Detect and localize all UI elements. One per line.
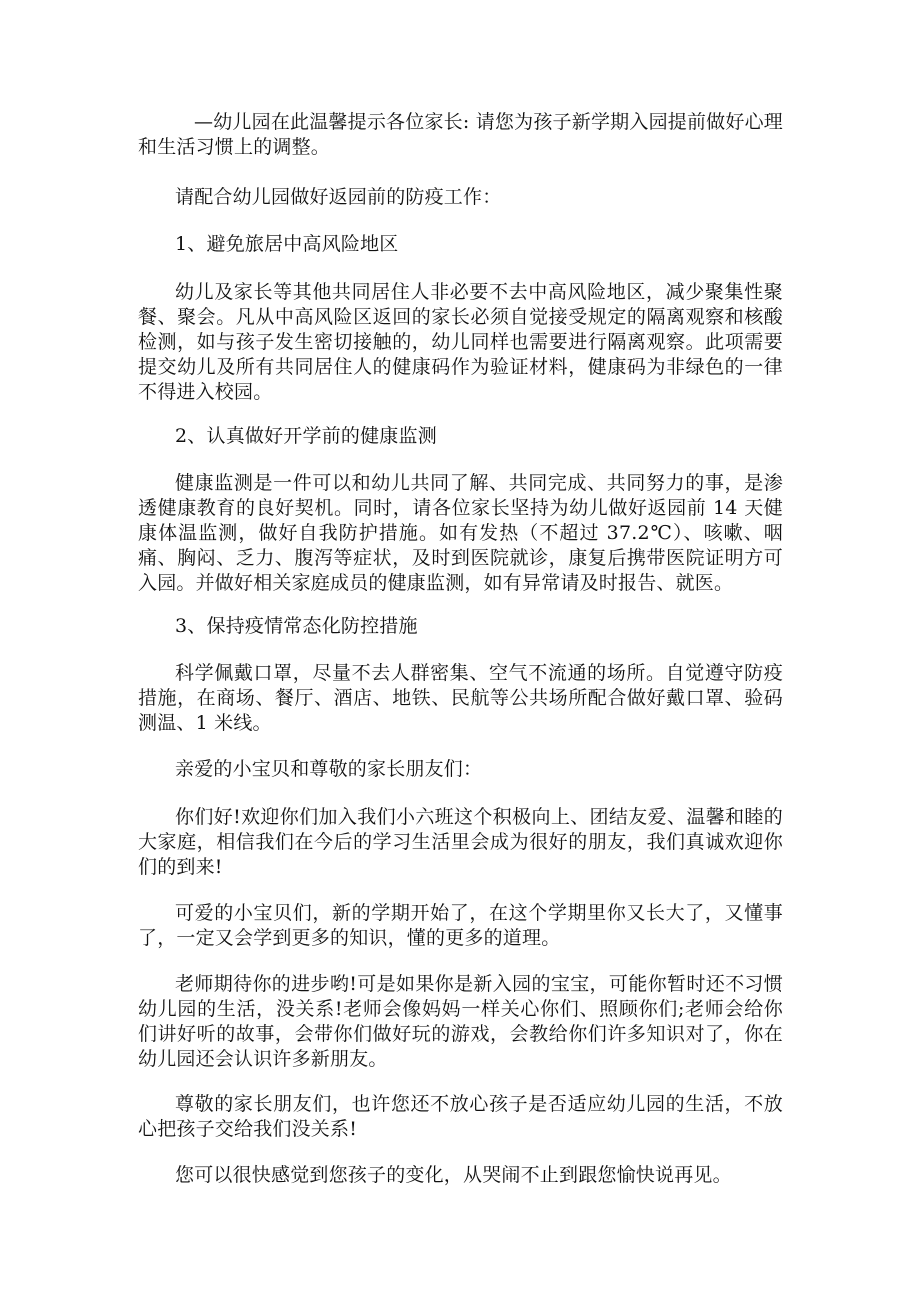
intro-paragraph: —幼儿园在此温馨提示各位家长: 请您为孩子新学期入园提前做好心理和生活习惯上的调整。 — [138, 111, 783, 158]
section-2-heading: 2、认真做好开学前的健康监测 — [175, 425, 437, 447]
teacher-paragraph: 老师期待你的进步哟!可是如果你是新入园的宝宝，可能你暂时还不习惯幼儿园的生活，没关系!老师会像妈妈一样关心你们、照顾你们;老师会给你们讲好听的故事，会带你们做好玩的游戏，会教给你们许多知识对了，你在幼儿园还会认识许多新朋友。 — [138, 973, 783, 1070]
section-1-body: 幼儿及家长等其他共同居住人非必要不去中高风险地区，减少聚集性聚餐、聚会。凡从中高风险区返回的家长必须自觉接受规定的隔离观察和核酸检测，如与孩子发生密切接触的，幼儿同样也需要进行隔离观察。此项需要提交幼儿及所有共同居住人的健康码作为验证材料，健康码为非绿色的一律不得进入校园。 — [138, 281, 783, 403]
section-2-body: 健康监测是一件可以和幼儿共同了解、共同完成、共同努力的事，是渗透健康教育的良好契机。同时，请各位家长坚持为幼儿做好返园前 14 天健康体温监测，做好自我防护措施。如有发热（不超过 37.2℃）、咳嗽、咽痛、胸闷、乏力、腹泻等症状，及时到医院就诊，康复后携带医院证明方可入园。并做好相关家庭成员的健康监测，如有异常请及时报告、就医。 — [138, 472, 783, 594]
welcome-paragraph: 你们好!欢迎你们加入我们小六班这个积极向上、团结友爱、温馨和睦的大家庭，相信我们在今后的学习生活里会成为很好的朋友，我们真诚欢迎你们的到来! — [138, 806, 783, 878]
closing-paragraph: 您可以很快感觉到您孩子的变化，从哭闹不止到跟您愉快说再见。 — [175, 1164, 732, 1186]
parents-paragraph: 尊敬的家长朋友们，也许您还不放心孩子是否适应幼儿园的生活，不放心把孩子交给我们没关系! — [138, 1093, 783, 1140]
section-3-body: 科学佩戴口罩，尽量不去人群密集、空气不流通的场所。自觉遵守防疫措施，在商场、餐厅、酒店、地铁、民航等公共场所配合做好戴口罩、验码测温、1 米线。 — [138, 662, 783, 734]
greeting-line: 亲爱的小宝贝和尊敬的家长朋友们： — [175, 758, 483, 780]
epidemic-prevention-heading: 请配合幼儿园做好返园前的防疫工作： — [175, 186, 502, 208]
children-paragraph: 可爱的小宝贝们，新的学期开始了，在这个学期里你又长大了，又懂事了，一定又会学到更多的知识，懂的更多的道理。 — [138, 902, 783, 949]
section-1-heading: 1、避免旅居中高风险地区 — [175, 233, 399, 255]
section-3-heading: 3、保持疫情常态化防控措施 — [175, 615, 418, 637]
